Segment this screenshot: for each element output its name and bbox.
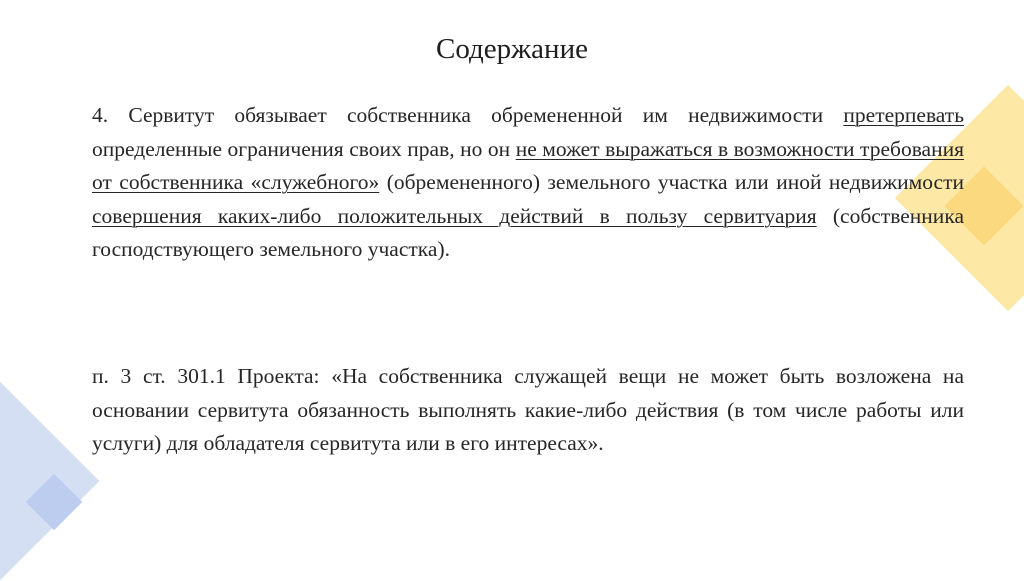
slide-title: Содержание — [436, 33, 588, 65]
paragraph-draft-quote: п. 3 ст. 301.1 Проекта: «На собственника служащей вещи не может быть возложена на основании сервитута обязанность выполнять какие-либо действия (в том числе работы или услуги) для обладателя сервитута или в его интересах». — [92, 364, 964, 455]
paragraph-text: (собственника господствующего земельного участка). — [92, 203, 964, 261]
underlined-phrase: совершения каких-либо положительных действий в пользу сервитуария — [92, 203, 817, 228]
underlined-term: претерпевать — [843, 103, 964, 127]
underlined-phrase: не может выражаться в возможности требования от собственника «служебного» — [92, 136, 964, 194]
paragraph-text: (обремененного) земельного участка или иной недвижимости — [379, 170, 964, 194]
paragraph-text: определенные ограничения своих прав, но он — [92, 136, 516, 161]
paragraph-servitude-definition — [92, 99, 964, 267]
paragraph-text: 4. Сервитут обязывает собственника обремененной им недвижимости — [92, 103, 844, 127]
